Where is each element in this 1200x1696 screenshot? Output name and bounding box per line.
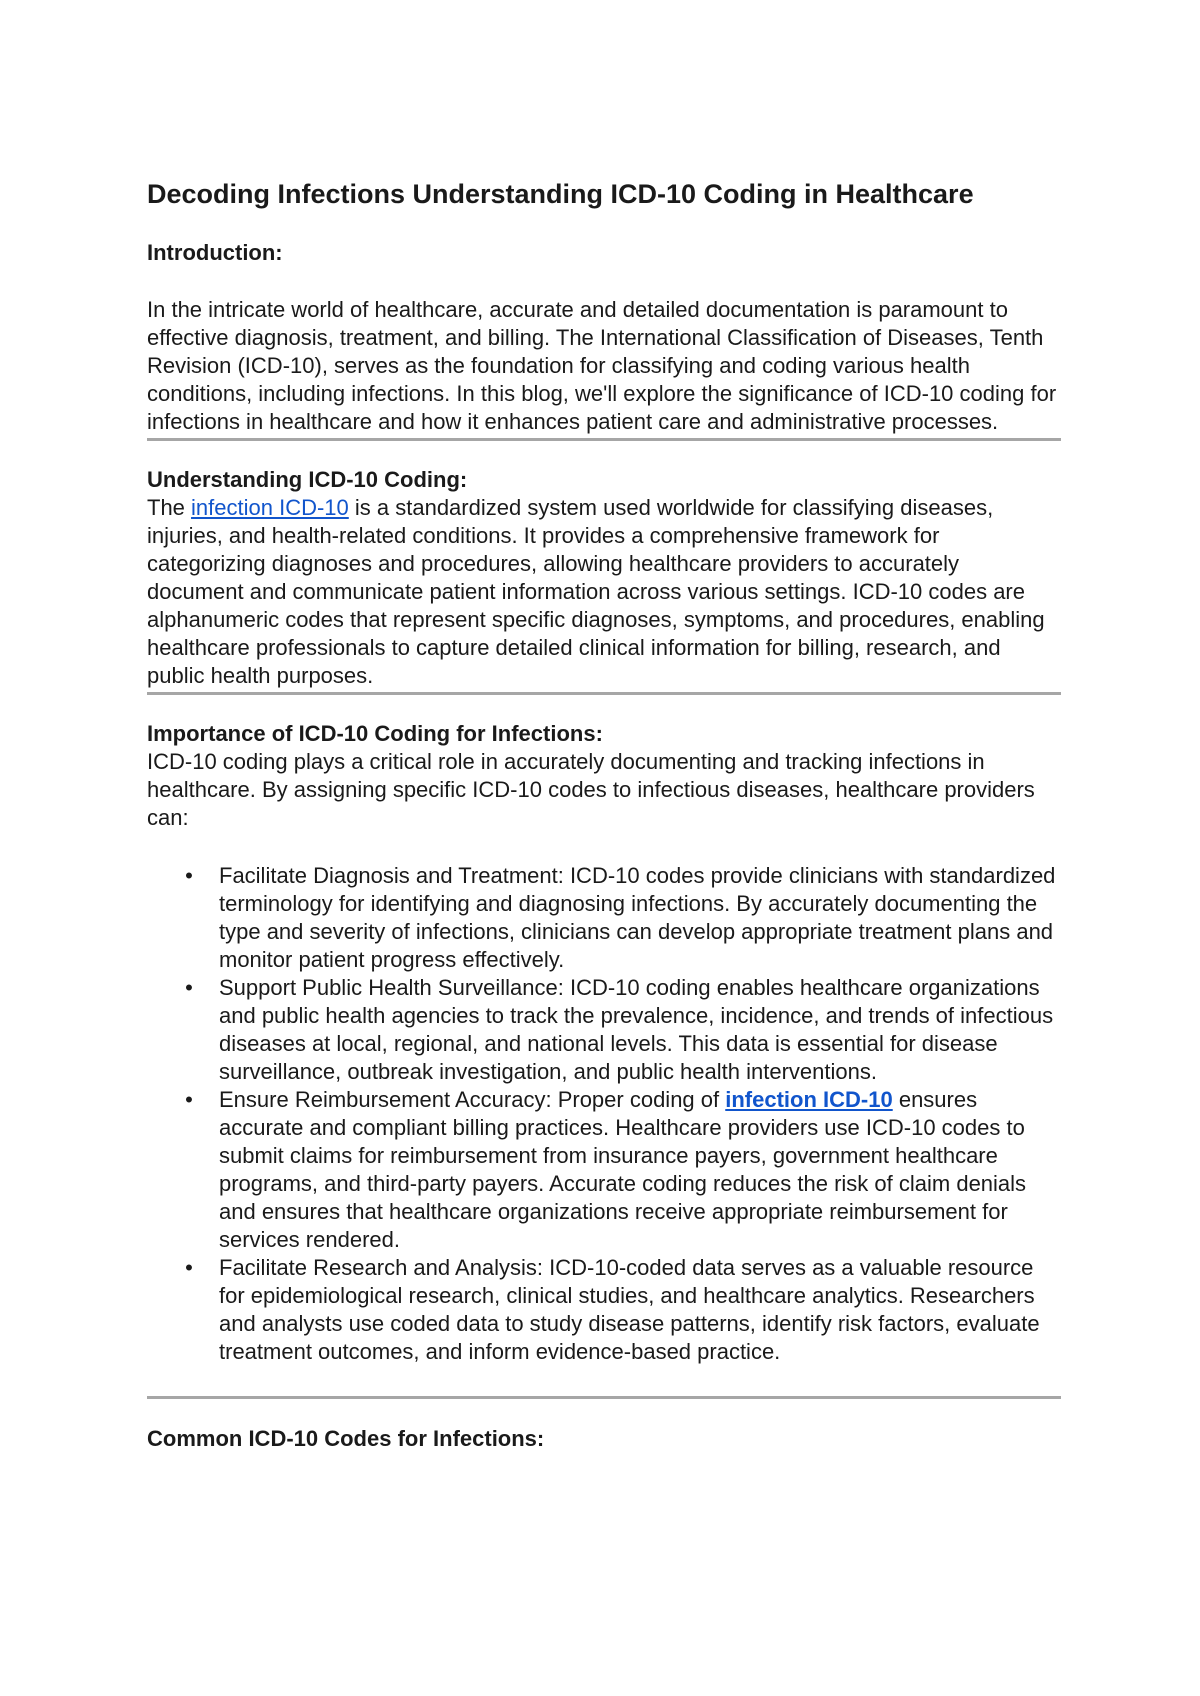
list-item bbox=[147, 1086, 1061, 1254]
understanding-paragraph bbox=[147, 494, 1061, 690]
list-item-text: Facilitate Research and Analysis: ICD-10-coded data serves as a valuable resource for epidemiological research, clinical studies, and healthcare analytics. Researchers and analysts use coded data to study disease patterns, identify risk factors, evaluate treatment outcomes, and inform evidence-based practice. bbox=[219, 1255, 1040, 1364]
intro-paragraph: In the intricate world of healthcare, accurate and detailed documentation is paramount to effective diagnosis, treatment, and billing. The International Classification of Diseases, Tenth Revision (ICD-10), serves as the foundation for classifying and coding various health conditions, including infections. In this blog, we'll explore the significance of ICD-10 coding for infections in healthcare and how it enhances patient care and administrative processes. bbox=[147, 297, 1057, 434]
understanding-text-before-link: The bbox=[147, 495, 192, 520]
section-divider bbox=[147, 692, 1061, 695]
list-item bbox=[147, 862, 1061, 974]
understanding-text-after-link: is a standardized system used worldwide for classifying diseases, injuries, and health-related conditions. It provides a comprehensive framework for categorizing diagnoses and procedures, allowing healthcare providers to accurately document and communicate patient information across various settings. ICD-10 codes are alphanumeric codes that represent specific diagnoses, symptoms, and procedures, enabling healthcare professionals to capture detailed clinical information for billing, research, and public health purposes. bbox=[147, 495, 1045, 688]
infection-icd10-bold-link[interactable]: infection ICD-10 bbox=[725, 1087, 893, 1112]
section-divider bbox=[147, 438, 1061, 441]
intro-heading: Introduction: bbox=[147, 240, 283, 265]
bullet-icon: • bbox=[185, 1087, 193, 1112]
section-divider bbox=[147, 1396, 1061, 1399]
list-item bbox=[147, 974, 1061, 1086]
bullet-icon: • bbox=[185, 863, 193, 888]
importance-list bbox=[147, 862, 1061, 1366]
bullet-icon: • bbox=[185, 1255, 193, 1280]
list-item-text: Facilitate Diagnosis and Treatment: ICD-10 codes provide clinicians with standardized terminology for identifying and diagnosing infections. By accurately documenting the type and severity of infections, clinicians can develop appropriate treatment plans and monitor patient progress effectively. bbox=[219, 863, 1056, 972]
common-codes-heading: Common ICD-10 Codes for Infections: bbox=[147, 1426, 545, 1451]
understanding-heading: Understanding ICD-10 Coding: bbox=[147, 467, 468, 492]
reimbursement-text-before-link: Ensure Reimbursement Accuracy: Proper coding of bbox=[219, 1087, 726, 1112]
importance-paragraph: ICD-10 coding plays a critical role in accurately documenting and tracking infections in healthcare. By assigning specific ICD-10 codes to infectious diseases, healthcare providers can: bbox=[147, 749, 1035, 830]
document-page bbox=[147, 176, 1061, 1453]
list-item bbox=[147, 1254, 1061, 1366]
list-item-text: Support Public Health Surveillance: ICD-10 coding enables healthcare organizations and public health agencies to track the prevalence, incidence, and trends of infectious diseases at local, regional, and national levels. This data is essential for disease surveillance, outbreak investigation, and public health interventions. bbox=[219, 975, 1054, 1084]
bullet-icon: • bbox=[185, 975, 193, 1000]
list-item-text bbox=[219, 1087, 1026, 1252]
importance-heading: Importance of ICD-10 Coding for Infections: bbox=[147, 721, 603, 746]
reimbursement-text-after-link: ensures accurate and compliant billing practices. Healthcare providers use ICD-10 codes to submit claims for reimbursement from insurance payers, government healthcare programs, and third-party payers. Accurate coding reduces the risk of claim denials and ensures that healthcare organizations receive appropriate reimbursement for services rendered. bbox=[219, 1087, 1027, 1252]
infection-icd10-link[interactable]: infection ICD-10 bbox=[191, 495, 349, 520]
document-title: Decoding Infections Understanding ICD-10 Coding in Healthcare bbox=[147, 179, 974, 209]
